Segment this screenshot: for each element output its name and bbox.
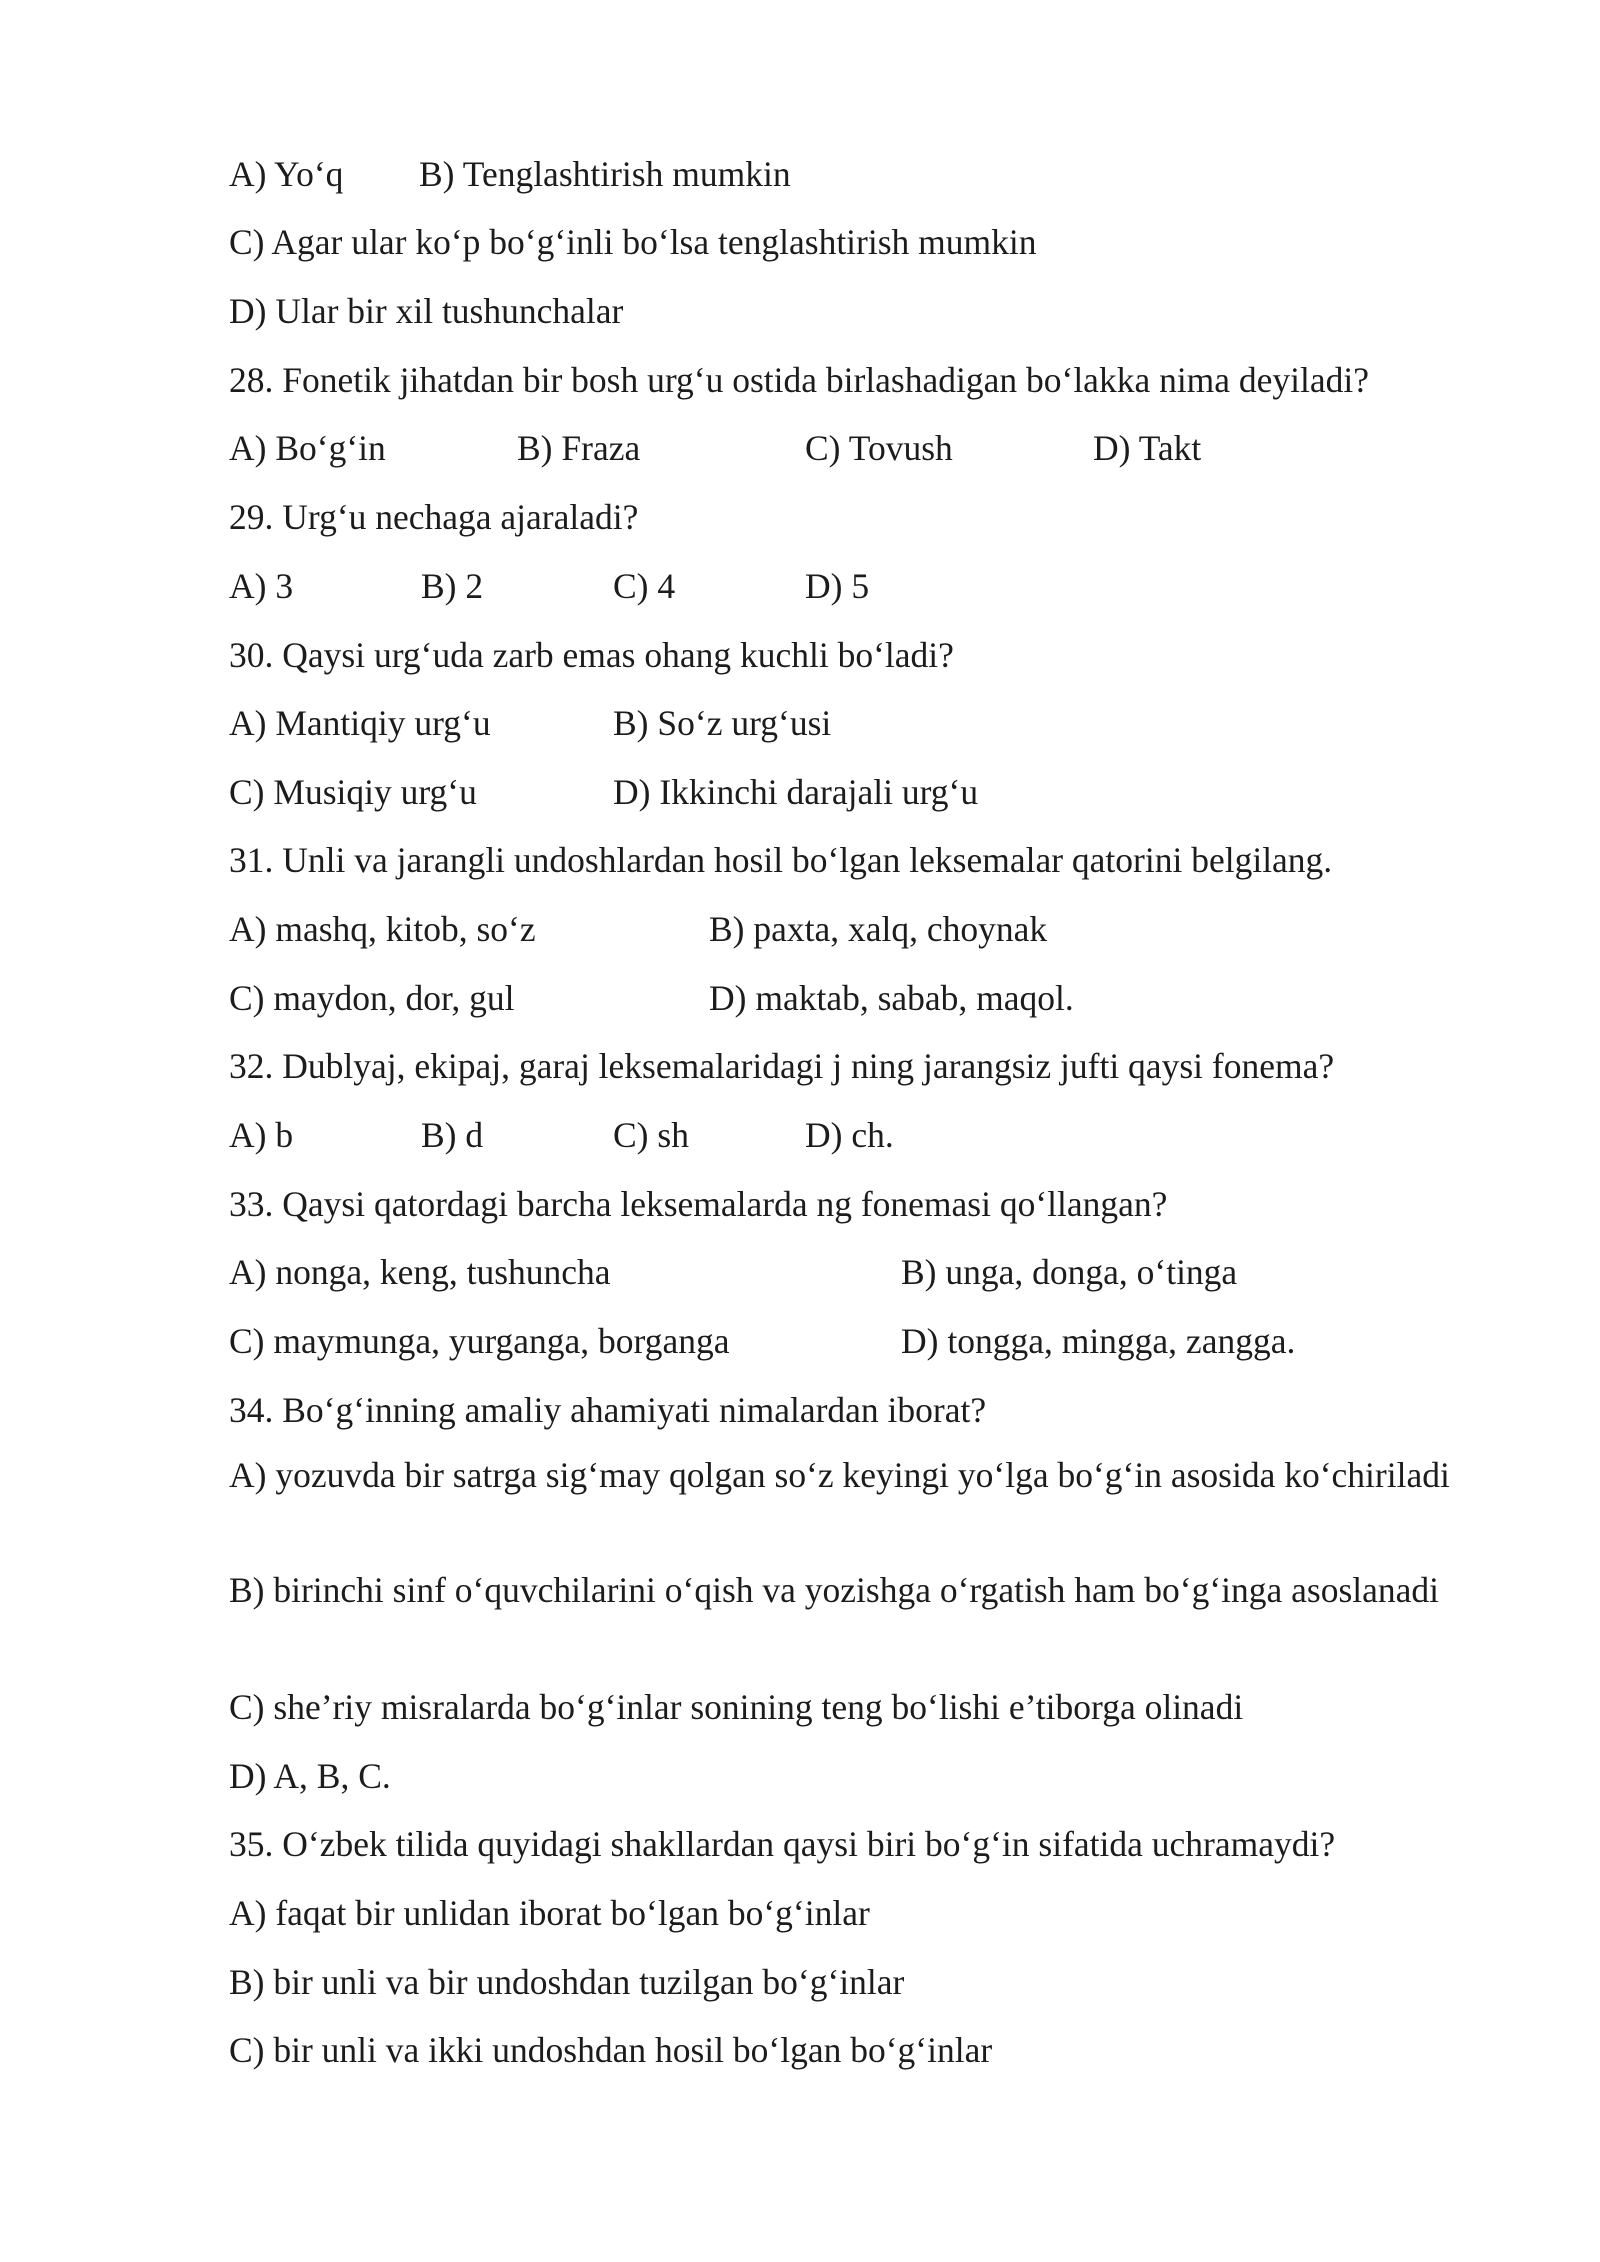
- q31-option-c: C) maydon, dor, gul: [229, 978, 515, 1018]
- q28-option-b: B) Fraza: [517, 428, 641, 468]
- q28-option-c: C) Tovush: [805, 428, 953, 468]
- q29-option-b: B) 2: [421, 566, 484, 606]
- q30-option-a: A) Mantiqiy urg‘u: [229, 703, 491, 743]
- q35-option-a: A) faqat bir unlidan iborat bo‘lgan bo‘g‘inlar: [229, 1893, 870, 1933]
- q30-question: 30. Qaysi urg‘uda zarb emas ohang kuchli bo‘ladi?: [229, 635, 954, 675]
- q27-option-a: A) Yo‘q: [229, 154, 344, 194]
- q29-question: 29. Urg‘u nechaga ajaraladi?: [229, 497, 639, 537]
- q32-option-d: D) ch.: [805, 1115, 894, 1155]
- q35-option-b: B) bir unli va bir undoshdan tuzilgan bo‘g‘inlar: [229, 1962, 905, 2002]
- q32-option-c: C) sh: [613, 1115, 689, 1155]
- q29-option-d: D) 5: [805, 566, 870, 606]
- q30-option-c: C) Musiqiy urg‘u: [229, 772, 477, 812]
- q34-question: 34. Bo‘g‘inning amaliy ahamiyati nimalardan iborat?: [229, 1390, 987, 1430]
- q34-option-b: B) birinchi sinf o‘quvchilarini o‘qish va yozishga o‘rgatish ham bo‘g‘inga asoslanadi: [229, 1570, 1440, 1610]
- q33-question: 33. Qaysi qatordagi barcha leksemalarda ng fonemasi qo‘llangan?: [229, 1184, 1168, 1224]
- q35-option-c: C) bir unli va ikki undoshdan hosil bo‘lgan bo‘g‘inlar: [229, 2030, 993, 2070]
- q34-option-d: D) A, B, C.: [229, 1756, 391, 1796]
- q32-option-a: A) b: [229, 1115, 294, 1155]
- q31-option-a: A) mashq, kitob, so‘z: [229, 909, 536, 949]
- q27-option-c: C) Agar ular ko‘p bo‘g‘inli bo‘lsa tenglashtirish mumkin: [229, 222, 1037, 262]
- q27-option-d: D) Ular bir xil tushunchalar: [229, 291, 624, 331]
- q28-option-a: A) Bo‘g‘in: [229, 428, 386, 468]
- q34-option-a: A) yozuvda bir satrga sig‘may qolgan so‘z keyingi yo‘lga bo‘g‘in asosida ko‘chiriladi: [229, 1455, 1450, 1495]
- q35-question: 35. O‘zbek tilida quyidagi shakllardan qaysi biri bo‘g‘in sifatida uchramaydi?: [229, 1824, 1336, 1864]
- q29-option-a: A) 3: [229, 566, 294, 606]
- q33-option-c: C) maymunga, yurganga, borganga: [229, 1321, 730, 1361]
- q33-option-a: A) nonga, keng, tushuncha: [229, 1252, 611, 1292]
- q27-option-b: B) Tenglashtirish mumkin: [419, 154, 791, 194]
- q34-option-c: C) she’riy misralarda bo‘g‘inlar sonining teng bo‘lishi e’tiborga olinadi: [229, 1687, 1244, 1727]
- q28-question: 28. Fonetik jihatdan bir bosh urg‘u ostida birlashadigan bo‘lakka nima deyiladi?: [229, 360, 1370, 400]
- q31-option-d: D) maktab, sabab, maqol.: [709, 978, 1074, 1018]
- q33-option-d: D) tongga, mingga, zangga.: [901, 1321, 1296, 1361]
- q28-option-d: D) Takt: [1093, 428, 1202, 468]
- q32-option-b: B) d: [421, 1115, 484, 1155]
- q31-question: 31. Unli va jarangli undoshlardan hosil bo‘lgan leksemalar qatorini belgilang.: [229, 840, 1333, 880]
- q31-option-b: B) paxta, xalq, choynak: [709, 909, 1048, 949]
- q32-question: 32. Dublyaj, ekipaj, garaj leksemalaridagi j ning jarangsiz jufti qaysi fonema?: [229, 1046, 1335, 1086]
- q30-option-d: D) Ikkinchi darajali urg‘u: [613, 772, 979, 812]
- q29-option-c: C) 4: [613, 566, 676, 606]
- q33-option-b: B) unga, donga, o‘tinga: [901, 1252, 1238, 1292]
- q30-option-b: B) So‘z urg‘usi: [613, 703, 832, 743]
